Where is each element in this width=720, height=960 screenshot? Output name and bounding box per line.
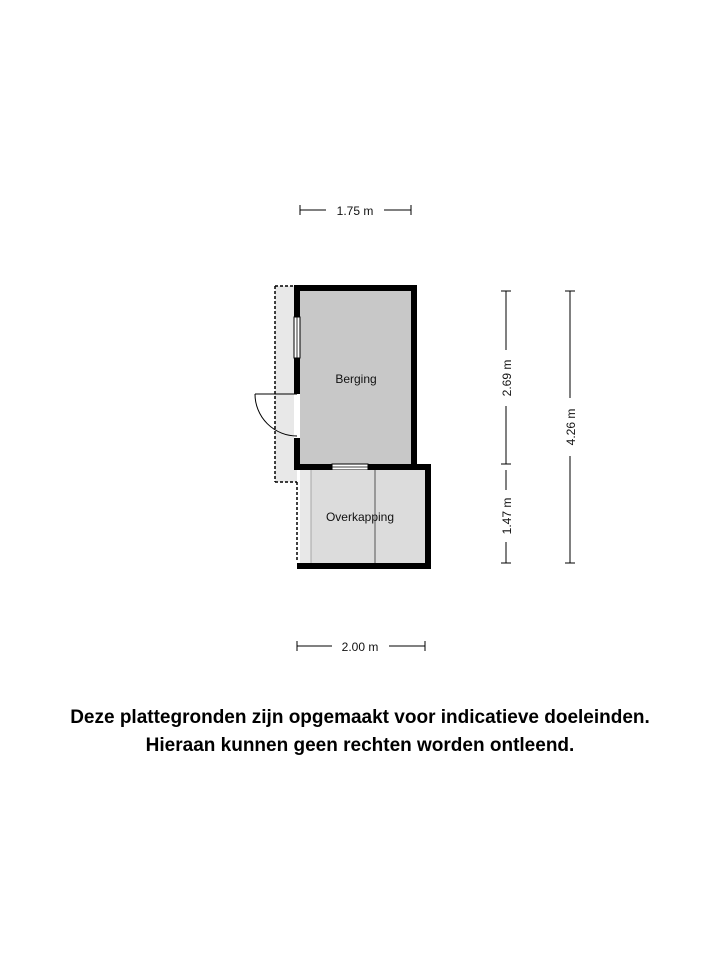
- dim-total-label: 4.26 m: [564, 408, 578, 446]
- berging-wall-bottom-right: [368, 464, 431, 470]
- berging-label: Berging: [335, 372, 377, 386]
- overkapping-wall-right: [425, 464, 431, 569]
- berging-wall-top: [294, 285, 417, 291]
- overkapping-light-strip: [300, 470, 311, 563]
- dim-bottom-label: 2.00 m: [341, 640, 379, 654]
- berging-wall-right: [411, 285, 417, 470]
- dim-overkapping-label: 1.47 m: [500, 497, 514, 535]
- door-opening: [294, 394, 300, 438]
- disclaimer-line-1: Deze plattegronden zijn opgemaakt voor indicatieve doeleinden.: [70, 707, 650, 728]
- overkapping-label: Overkapping: [325, 510, 395, 524]
- berging-wall-left-mid: [294, 358, 300, 394]
- dim-top-label: 1.75 m: [336, 204, 374, 218]
- side-strip: [275, 286, 297, 482]
- berging-wall-left-upper: [294, 285, 300, 317]
- disclaimer-line-2: Hieraan kunnen geen rechten worden ontleend.: [145, 735, 575, 756]
- overkapping-wall-bottom: [297, 563, 431, 569]
- berging-wall-bottom-left: [294, 464, 332, 470]
- dim-berging-label: 2.69 m: [500, 359, 514, 397]
